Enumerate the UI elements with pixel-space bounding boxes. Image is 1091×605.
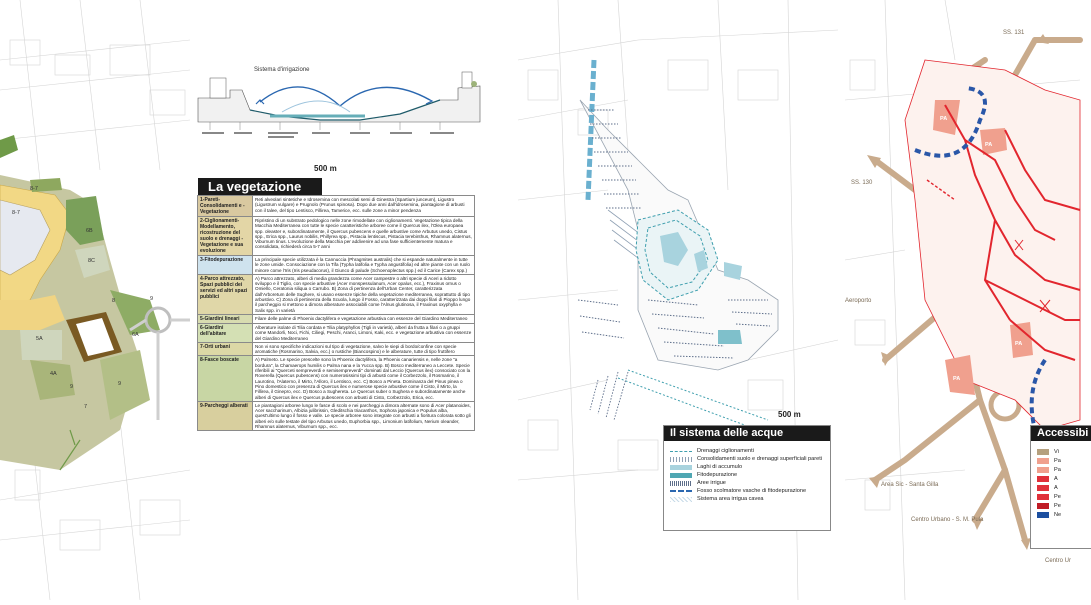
vegetation-category: 9-Parcheggi alberati	[198, 401, 253, 430]
legend-label: Aree irrigue	[697, 480, 726, 486]
legend-label: Vi	[1054, 448, 1059, 455]
vegetation-description: Ripristino di un substrato pedologico nelle zone rimodellate con ciglionamenti. Vegetazione tipica della Macchia Mediterranea con tutte le specie caratteristiche arboree come il Quercus ilex, l'Olea europaea spp. oleaster e, subordinatamente, il Quercus pubescens e quelle arbustive come Arbutus unedo, Cistus spp., Erica spp., Laurus nobilis, Phillyrea spp., Pistacia lentiscus, Pistacia terebinthus, Rhamnus alaternus, Viburnum tinus. L'evoluzione della Macchia per addivenire ad una fase sufficientemente matura e consolidata, richiederà circa 5-7 anni	[253, 217, 475, 256]
vegetation-category: 8-Fasce boscate	[198, 356, 253, 401]
section-title: Sistema d'irrigazione	[254, 67, 310, 73]
road-label: SS. 131	[1003, 30, 1025, 36]
legend-swatch	[1037, 476, 1049, 482]
vegetation-row	[198, 401, 475, 430]
vegetation-category: 4-Parco attrezzato, Spazi pubblici dei servizi ed altri spazi pubblici	[198, 274, 253, 314]
vegetation-description: Alberature isolate di Tilia cordata e Tilia platyphyllos (Tigli in varietà), alberi da frutta a filari o a gruppi come Mandorli, Noci, Fichi, Ciliegi, Peschi, Aranci, Limoni, Kaki, ecc. e vegetazione arbustiva con essenze del Giardino Mediterraneo	[253, 323, 475, 342]
access-legend-item	[1031, 510, 1091, 519]
vegetation-title: La vegetazione	[198, 178, 322, 195]
vegetation-table	[197, 195, 475, 431]
water-legend-item	[664, 447, 830, 455]
legend-swatch	[1037, 485, 1049, 491]
vegetation-category: 7-Orti urbani	[198, 342, 253, 356]
legend-swatch	[670, 457, 692, 462]
legend-swatch	[1037, 467, 1049, 473]
legend-label: Pe	[1054, 493, 1061, 500]
zone-label: 9	[150, 296, 154, 302]
zone-label: 5A	[36, 336, 43, 342]
legend-swatch	[670, 481, 692, 486]
parking-label: PA	[940, 116, 948, 122]
access-legend-item	[1031, 474, 1091, 483]
zone-label: 7	[84, 404, 88, 410]
legend-swatch	[1037, 494, 1049, 500]
vegetation-category: 6-Giardini dell'abitare	[198, 323, 253, 342]
access-legend-item	[1031, 501, 1091, 510]
legend-swatch	[670, 451, 692, 452]
legend-swatch	[1037, 503, 1049, 509]
road-label: SS. 130	[851, 180, 873, 186]
masterplan-panel	[0, 0, 190, 600]
section-scale: 500 m	[314, 164, 337, 173]
access-legend-item	[1031, 465, 1091, 474]
legend-label: Laghi di accumulo	[697, 464, 743, 470]
access-legend-item	[1031, 447, 1091, 456]
water-scale: 500 m	[778, 410, 801, 419]
vegetation-row	[198, 342, 475, 356]
legend-label: Sistema area irrigua cavea	[697, 496, 764, 502]
legend-label: Drenaggi ciglionamenti	[697, 448, 754, 454]
vegetation-row	[198, 256, 475, 275]
legend-label: A	[1054, 475, 1058, 482]
zone-label: 6A	[132, 332, 139, 338]
parking-label: PA	[1015, 341, 1023, 347]
legend-label: Pe	[1054, 502, 1061, 509]
legend-label: Pa	[1054, 466, 1061, 473]
road-label: Area Sic - Santa Gilla	[881, 482, 939, 488]
water-legend-item	[664, 471, 830, 479]
legend-label: Pa	[1054, 457, 1061, 464]
legend-label: Ne	[1054, 511, 1062, 518]
vegetation-row	[198, 274, 475, 314]
vegetation-row	[198, 217, 475, 256]
water-legend-item	[664, 479, 830, 487]
zone-label: 8-7	[30, 186, 38, 192]
parking-label: PA	[953, 376, 961, 382]
legend-swatch	[1037, 512, 1049, 518]
zone-label: 4A	[50, 371, 57, 377]
legend-label: Fosso scolmatore vasche di fitodepurazione	[697, 488, 807, 494]
zone-label: 8	[112, 298, 116, 304]
vegetation-description: A) Palmeto. Le specie prescelte sono la Phoenix dactylifera, la Phoenix canariensis e, nelle zone "a bordura", la Chamaerops humilis o Palma nana e la Yucca spp. B) Bosco mediterraneo a Leccete. Specie riferibili ai "Querceti sempreverdi e semisempreverdi" dominati dal Leccio (Quercus ilex) consociato con la Roverella (Quercus pubescens) con numerosissimi tipi di arbusti come il Corbezzolo, il Rosmarino, il Laurotino, l'Alaterno, il Mirto, l'Alloro, il Lentisco, ecc. C) Bosco a Pineta. Dominanza del Pinus pinea o Pino domestico con presenza di Quercus ilex e numerose specie arbustive come il Cisto, il Mirto, la Fillirea, il Ginepro, ecc. D) Bosco a Sughereta. Le Quercus suber o Sughera e subordinatamente anche alberi di Quercus ilex e Quercus pubescens con arbusti di Cisto, Corbezzolo, Erica, ecc.	[253, 356, 475, 401]
vegetation-description: La principale specie utilizzata è la Cannuccia (Phragmites australis) che si espande naturalmente in tutte le zone umide. Consociazione con la Tifa (Typha latifolia e Typha angustifolia) ed altre piante con un ruolo minore come l'Iris (Iris pseudacorus), il Giunco di palude (Schoenoplectus spp.) ed il Carice (Carex spp.)	[253, 256, 475, 275]
vegetation-row	[198, 356, 475, 401]
legend-swatch	[1037, 458, 1049, 464]
legend-swatch	[1037, 449, 1049, 455]
vegetation-category: 1-Pareti-Consolidamenti e - Vegetazione	[198, 196, 253, 217]
parking-label: PA	[985, 142, 993, 148]
zone-label: 8C	[88, 258, 96, 264]
zone-label: 8-7	[12, 210, 20, 216]
access-legend-item	[1031, 492, 1091, 501]
water-legend-item	[664, 487, 830, 495]
vegetation-row	[198, 196, 475, 217]
vegetation-category: 3-Fitodepurazione	[198, 256, 253, 275]
legend-label: Fitodepurazione	[697, 472, 738, 478]
water-legend-title: Il sistema delle acque	[664, 426, 830, 441]
masterplan-map	[0, 0, 190, 600]
vegetation-description: A) Parco attrezzato, alberi di media grandezza come Acer campestre o altri specie di Aceri a ridotto sviluppo e il Tiglio, con specie arbustive (Acer monspessulanum, Acer opalus, ecc.), Fraxinus ornus o Omiello, Ceratonia siliqua o Carrubo. B) Zona di pertinenza dell'Urban Center, caratterizzata dall'Arboretum delle Sughere, si usano essenze tipiche della vegetazione mediterranea, soprattutto di tipo arbustivo. C) Zona di pertinenza della Scuola, lungo il Fosso, caratterizzata dai doppi filari di Pioppo lungo il parcheggio si mettono a dimora alberature associabili come l'Alnus glutinosa, il Fraxinus oxyphylla e Salix spp. in varietà	[253, 274, 475, 314]
access-legend-item	[1031, 483, 1091, 492]
vegetation-row	[198, 314, 475, 323]
access-legend-item	[1031, 456, 1091, 465]
vegetation-description: Non vi sono specifiche indicazioni sul tipo di vegetazione, salvo le siepi di bordo/confine con specie aromatiche (Rosmarino, Salvia, ecc.) o rustiche (Biancospino) e le alberature, tutte di tipo fruttifero	[253, 342, 475, 356]
access-legend-title: Accessibi	[1031, 426, 1091, 441]
vegetation-description: Le piantagioni arboree lungo le fasce di scolo e nei parcheggi a dimora alternate sono di Acer platanoides, Acer saccharinum, Albizia julibrissin, Gleditschia triacanthos, Sophora japonica e Populus alba, quest'ultimo lungo il fosso e valle. Le specie arboree sono integrate con arbusti a fioritura colorata sotto gli alberi e/o sulle testate del tipo Arbutus unedo, Euphorbia spp., Limonium latifolium, Nerium oleander, Rhamnus alaternus, Viburnum spp., ecc.	[253, 401, 475, 430]
road-label: Aeroporto	[845, 298, 872, 304]
vegetation-row	[198, 323, 475, 342]
legend-swatch	[670, 490, 692, 492]
water-legend-item	[664, 455, 830, 463]
legend-swatch	[670, 465, 692, 470]
road-label: Centro Urbano - S. M. Pula	[911, 517, 984, 523]
vegetation-category: 5-Giardini lineari	[198, 314, 253, 323]
zone-label: 9	[70, 384, 74, 390]
water-legend	[663, 425, 831, 531]
access-legend	[1030, 425, 1091, 549]
vegetation-category: 2-Ciglionamenti- Modellamento, ricostruzione del suolo e drenaggi - Vegetazione e sua evoluzione	[198, 217, 253, 256]
vegetation-description: Filare delle palme di Phoenix dactylifera e vegetazione arbustiva con essenze del Giardino Mediterraneo	[253, 314, 475, 323]
legend-label: Consolidamenti suolo e drenaggi superficiali pareti	[697, 456, 822, 462]
legend-swatch	[670, 473, 692, 478]
legend-swatch	[670, 497, 692, 502]
vegetation-description: Reti alveolari sintetiche e Idrosemina con mescolati semi di Ginestra (Spartium junceum), Ligustro (Ligustrum vulgare) e Prugnolo (Prunus spinosa). Dopo due anni dall'idrosemina, piantagione di arbusti con il talee, del tipo Lentisco, Fillirea, Tamerice, ecc. sulle zone a minor pendenza	[253, 196, 475, 217]
zone-label: 9	[118, 381, 122, 387]
water-legend-item	[664, 463, 830, 471]
legend-label: A	[1054, 484, 1058, 491]
water-legend-item	[664, 495, 830, 503]
zone-label: 6B	[86, 228, 93, 234]
road-label: Centro Ur	[1045, 558, 1072, 564]
